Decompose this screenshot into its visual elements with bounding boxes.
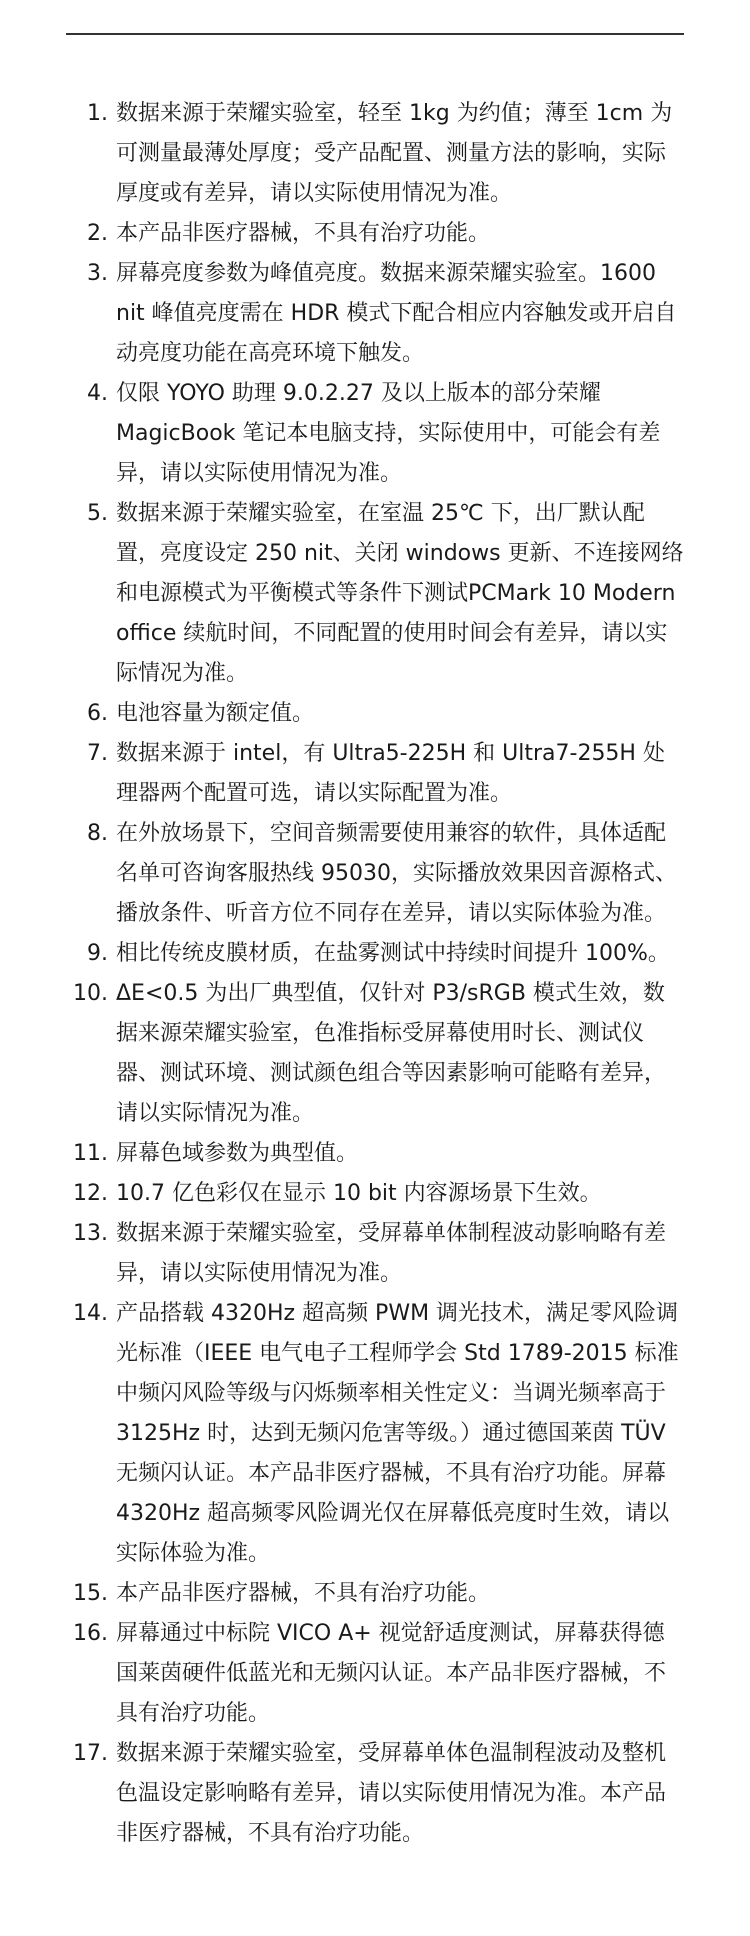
- footnote-item: [0, 734, 750, 814]
- footnote-text: 数据来源于荣耀实验室，受屏幕单体制程波动影响略有差异，请以实际使用情况为准。: [116, 1221, 667, 1286]
- footnote-text: 产品搭载 4320Hz 超高频 PWM 调光技术，满足零风险调光标准（IEEE 电气电子工程师学会 Std 1789-2015 标准中频闪风险等级与闪烁频率相关性定义：当调光频率高于 3125Hz 时，达到无频闪危害等级。）通过德国莱茵 TÜV 无频闪认证。本产品非医疗器械，不具有治疗功能。屏幕 4320Hz 超高频零风险调光仅在屏幕低亮度时生效，请以实际体验为准。: [116, 1301, 679, 1566]
- footnote-number: 1.: [87, 101, 108, 126]
- footnote-text: 屏幕通过中标院 VICO A+ 视觉舒适度测试，屏幕获得德国莱茵硬件低蓝光和无频闪认证。本产品非医疗器械，不具有治疗功能。: [116, 1621, 667, 1726]
- footnote-text: 10.7 亿色彩仅在显示 10 bit 内容源场景下生效。: [116, 1181, 602, 1206]
- footnote-text: 相比传统皮膜材质，在盐雾测试中持续时间提升 100%。: [116, 941, 670, 966]
- footnote-text: 屏幕色域参数为典型值。: [116, 1141, 359, 1166]
- footnote-item: [0, 94, 750, 214]
- footnote-number: 5.: [87, 501, 108, 526]
- footnote-item: [0, 494, 750, 694]
- footnote-number: 12.: [73, 1181, 108, 1206]
- footnote-number: 7.: [87, 741, 108, 766]
- footnote-text: 屏幕亮度参数为峰值亮度。数据来源荣耀实验室。1600 nit 峰值亮度需在 HDR 模式下配合相应内容触发或开启自动亮度功能在高亮环境下触发。: [116, 261, 677, 366]
- footnote-item: [0, 1734, 750, 1854]
- footnote-text: 电池容量为额定值。: [116, 701, 315, 726]
- footnote-number: 10.: [73, 981, 108, 1006]
- footnote-number: 3.: [87, 261, 108, 286]
- footnote-number: 9.: [87, 941, 108, 966]
- footnote-text: ΔE<0.5 为出厂典型值，仅针对 P3/sRGB 模式生效，数据来源荣耀实验室，色准指标受屏幕使用时长、测试仪器、测试环境、测试颜色组合等因素影响可能略有差异，请以实际情况为准。: [116, 981, 667, 1126]
- footnote-number: 17.: [73, 1741, 108, 1766]
- footnote-number: 14.: [73, 1301, 108, 1326]
- footnote-item: [0, 1134, 750, 1174]
- footnote-text: 本产品非医疗器械，不具有治疗功能。: [116, 1581, 491, 1606]
- footnote-item: [0, 934, 750, 974]
- top-divider: [66, 33, 684, 35]
- footnote-text: 仅限 YOYO 助理 9.0.2.27 及以上版本的部分荣耀 MagicBook 笔记本电脑支持，实际使用中，可能会有差异，请以实际使用情况为准。: [116, 381, 661, 486]
- footnote-text: 数据来源于 intel，有 Ultra5-225H 和 Ultra7-255H 处理器两个配置可选，请以实际配置为准。: [116, 741, 665, 806]
- footnote-item: [0, 694, 750, 734]
- footnote-item: [0, 374, 750, 494]
- footnote-number: 15.: [73, 1581, 108, 1606]
- footnote-item: [0, 1214, 750, 1294]
- footnote-number: 4.: [87, 381, 108, 406]
- footnote-text: 数据来源于荣耀实验室，受屏幕单体色温制程波动及整机色温设定影响略有差异，请以实际使用情况为准。本产品非医疗器械，不具有治疗功能。: [116, 1741, 667, 1846]
- footnote-number: 11.: [73, 1141, 108, 1166]
- footnote-number: 8.: [87, 821, 108, 846]
- footnote-number: 2.: [87, 221, 108, 246]
- footnote-number: 16.: [73, 1621, 108, 1646]
- footnote-text: 数据来源于荣耀实验室，在室温 25℃ 下，出厂默认配置，亮度设定 250 nit、关闭 windows 更新、不连接网络和电源模式为平衡模式等条件下测试PCMark 10 Modern office 续航时间，不同配置的使用时间会有差异，请以实际情况为准。: [116, 501, 684, 686]
- footnote-item: [0, 1294, 750, 1574]
- footnote-item: [0, 254, 750, 374]
- footnote-item: [0, 814, 750, 934]
- footnote-item: [0, 974, 750, 1134]
- footnote-text: 本产品非医疗器械，不具有治疗功能。: [116, 221, 491, 246]
- footnote-list: [0, 94, 750, 1854]
- footnote-number: 13.: [73, 1221, 108, 1246]
- footnote-item: [0, 1574, 750, 1614]
- footnote-text: 数据来源于荣耀实验室，轻至 1kg 为约值；薄至 1cm 为可测量最薄处厚度；受产品配置、测量方法的影响，实际厚度或有差异，请以实际使用情况为准。: [116, 101, 673, 206]
- footnote-text: 在外放场景下，空间音频需要使用兼容的软件，具体适配名单可咨询客服热线 95030，实际播放效果因音源格式、播放条件、听音方位不同存在差异，请以实际体验为准。: [116, 821, 677, 926]
- footnote-item: [0, 1174, 750, 1214]
- footnote-item: [0, 1614, 750, 1734]
- footnote-item: [0, 214, 750, 254]
- footnote-number: 6.: [87, 701, 108, 726]
